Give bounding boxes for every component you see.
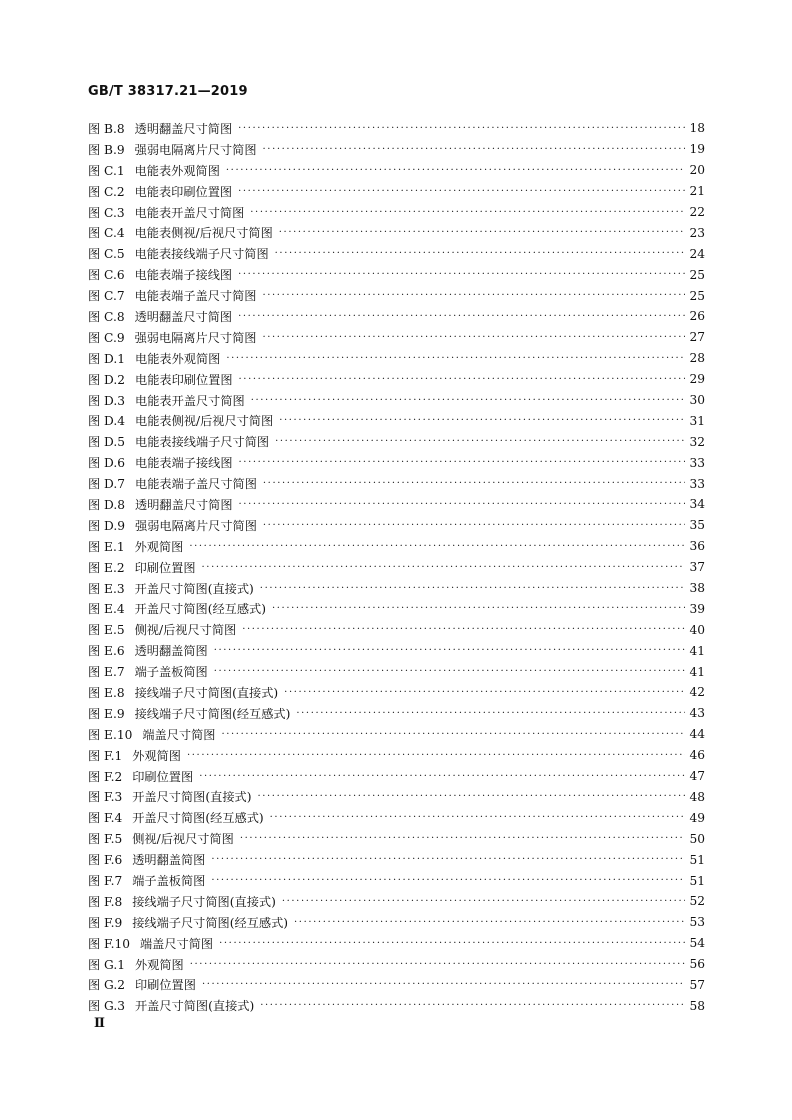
toc-entry[interactable] [88, 682, 705, 703]
figure-title: 接线端子尺寸简图(直接式) [134, 685, 279, 700]
figure-number: 图 D.5 [88, 435, 126, 450]
toc-entry[interactable] [88, 494, 705, 515]
figure-title: 外观简图 [134, 539, 184, 554]
dot-leader [199, 771, 685, 782]
document-header: GB/T 38317.21—2019 [88, 84, 248, 99]
figure-title: 开盖尺寸简图(直接式) [132, 790, 252, 805]
figure-title: 透明翻盖简图 [132, 853, 206, 868]
page-number: 50 [689, 831, 705, 846]
figure-title: 端子盖板简图 [132, 874, 206, 888]
figure-number: 图 E.4 [88, 602, 125, 617]
figure-title: 强弱电隔离片尺寸简图 [134, 142, 257, 157]
page-number: 41 [689, 664, 705, 679]
figure-number: 图 E.7 [88, 665, 125, 680]
toc-entry[interactable] [88, 870, 705, 891]
toc-entry[interactable] [88, 891, 705, 912]
dot-leader [190, 959, 685, 970]
dot-leader [219, 938, 685, 949]
page-number: 47 [689, 769, 705, 784]
page-number: 18 [689, 121, 705, 136]
figure-title: 透明翻盖尺寸简图 [134, 121, 233, 136]
dot-leader [239, 374, 685, 385]
page-number: 44 [689, 727, 705, 742]
toc-entry[interactable] [88, 243, 705, 264]
figure-number: 图 D.7 [88, 477, 126, 492]
toc-entry[interactable] [88, 912, 705, 933]
page-number: 19 [689, 142, 705, 157]
figure-title: 侧视/后视尺寸简图 [134, 623, 237, 638]
dot-leader [202, 979, 685, 990]
figure-title: 电能表端子盖尺寸简图 [135, 477, 257, 492]
dot-leader [226, 353, 685, 364]
figure-title: 端子盖板简图 [134, 665, 208, 680]
figure-number: 图 F.5 [88, 832, 123, 847]
figure-number: 图 F.3 [88, 790, 123, 805]
page-number: 57 [689, 977, 705, 992]
toc-entry[interactable] [88, 181, 705, 202]
figure-title: 电能表侧视/后视尺寸简图 [135, 414, 274, 429]
page-number: 41 [689, 643, 705, 658]
dot-leader [221, 729, 685, 740]
figure-number: 图 D.4 [88, 414, 126, 429]
page-number: 23 [689, 225, 705, 240]
figure-title: 印刷位置图 [135, 978, 196, 993]
dot-leader [262, 332, 685, 343]
figure-title: 透明翻盖尺寸简图 [134, 309, 233, 324]
dot-leader [226, 165, 685, 176]
figure-title: 开盖尺寸简图(经互感式) [132, 811, 264, 826]
figure-title: 电能表端子接线图 [134, 268, 233, 283]
figure-title: 透明翻盖尺寸简图 [135, 497, 233, 512]
toc-entry[interactable] [88, 222, 705, 243]
figure-title: 接线端子尺寸简图(经互感式) [134, 706, 291, 721]
figure-number: 图 F.9 [88, 915, 123, 930]
toc-entry[interactable] [88, 807, 705, 828]
page-number: 33 [689, 476, 705, 491]
figure-number: 图 C.3 [88, 205, 125, 220]
figure-number: 图 F.4 [88, 811, 123, 826]
figure-number: 图 E.5 [88, 623, 125, 638]
toc-entry[interactable] [88, 724, 705, 745]
figure-title: 电能表外观简图 [134, 163, 220, 178]
page-number: 51 [689, 873, 705, 888]
dot-leader [211, 875, 685, 886]
toc-entry[interactable] [88, 954, 705, 975]
figure-title: 电能表端子盖尺寸简图 [134, 289, 257, 304]
figure-title: 电能表印刷位置图 [135, 372, 233, 387]
toc-entry[interactable] [88, 598, 705, 619]
toc-entry[interactable] [88, 202, 705, 223]
toc-entry[interactable] [88, 578, 705, 599]
dot-leader [282, 896, 685, 907]
page-number: 48 [689, 789, 705, 804]
figure-number: 图 D.3 [88, 393, 126, 408]
page-number: 52 [689, 894, 705, 909]
toc-entry[interactable] [88, 473, 705, 494]
dot-leader [272, 603, 685, 614]
dot-leader [211, 854, 685, 865]
figure-title: 外观简图 [135, 957, 184, 972]
figure-number: 图 F.8 [88, 894, 123, 909]
page-number: 25 [689, 288, 705, 303]
dot-leader [257, 791, 685, 802]
dot-leader [239, 499, 685, 510]
dot-leader [279, 227, 685, 238]
toc-entry[interactable] [88, 619, 705, 640]
figure-number: 图 D.1 [88, 351, 126, 366]
dot-leader [238, 311, 685, 322]
figure-number: 图 C.6 [88, 268, 125, 283]
page-number: 49 [689, 810, 705, 825]
toc-entry[interactable] [88, 703, 705, 724]
toc-entry[interactable] [88, 348, 705, 369]
toc-entry[interactable] [88, 849, 705, 870]
dot-leader [250, 207, 685, 218]
figure-title: 开盖尺寸简图(直接式) [135, 999, 255, 1014]
figure-number: 图 E.2 [88, 560, 125, 575]
dot-leader [239, 457, 685, 468]
figure-number: 图 F.2 [88, 769, 123, 784]
figure-number: 图 E.10 [88, 727, 133, 742]
figure-title: 开盖尺寸简图(直接式) [134, 581, 254, 596]
page-number: 43 [689, 706, 705, 721]
page-number: 46 [689, 748, 705, 763]
figure-title: 电能表接线端子尺寸简图 [135, 435, 270, 450]
toc-entry[interactable] [88, 995, 705, 1016]
dot-leader [260, 1000, 685, 1011]
figure-number: 图 B.8 [88, 121, 125, 136]
page-number: 22 [689, 205, 705, 219]
toc-entry[interactable] [88, 390, 705, 411]
figure-title: 接线端子尺寸简图(直接式) [132, 894, 276, 909]
figure-number: 图 F.10 [88, 936, 130, 951]
figure-title: 印刷位置图 [134, 560, 196, 575]
figure-number: 图 E.8 [88, 685, 125, 700]
page-number: 35 [689, 518, 705, 533]
page-number-footer: Ⅱ [94, 1016, 105, 1031]
dot-leader [263, 144, 685, 155]
dot-leader [279, 415, 685, 426]
page-number: 20 [689, 163, 705, 178]
toc-entry[interactable] [88, 975, 705, 996]
toc-entry[interactable] [88, 557, 705, 578]
figure-title: 强弱电隔离片尺寸简图 [135, 518, 257, 533]
toc-entry[interactable] [88, 285, 705, 306]
figure-title: 强弱电隔离片尺寸简图 [134, 330, 257, 345]
dot-leader [296, 708, 685, 719]
toc-entry[interactable] [88, 139, 705, 160]
dot-leader [240, 833, 685, 844]
page-number: 32 [689, 434, 705, 449]
page-number: 34 [689, 497, 705, 512]
figure-number: 图 D.6 [88, 456, 126, 471]
figure-title: 端盖尺寸简图 [140, 936, 214, 951]
figure-title: 电能表侧视/后视尺寸简图 [134, 226, 273, 241]
figure-number: 图 C.7 [88, 289, 125, 304]
figure-title: 电能表开盖尺寸简图 [134, 205, 245, 220]
toc-entry[interactable] [88, 306, 705, 327]
figure-number: 图 F.7 [88, 874, 123, 888]
toc-entry[interactable] [88, 745, 705, 766]
dot-leader [284, 687, 685, 698]
figure-title: 电能表印刷位置图 [134, 184, 233, 199]
toc-entry[interactable] [88, 160, 705, 181]
figure-number: 图 C.4 [88, 226, 125, 241]
toc-entry[interactable] [88, 327, 705, 348]
page-number: 42 [689, 685, 705, 700]
toc-entry[interactable] [88, 369, 705, 390]
page-number: 30 [689, 393, 705, 408]
figure-title: 电能表开盖尺寸简图 [135, 393, 245, 408]
dot-leader [214, 645, 685, 656]
page-number: 28 [689, 351, 705, 366]
toc-entry[interactable] [88, 828, 705, 849]
figure-number: 图 E.9 [88, 706, 125, 721]
figure-number: 图 C.9 [88, 330, 125, 345]
toc-entry[interactable] [88, 264, 705, 285]
dot-leader [238, 186, 685, 197]
figure-number: 图 D.8 [88, 497, 126, 512]
toc-entry[interactable] [88, 766, 705, 787]
page-number: 31 [689, 413, 705, 428]
toc-entry[interactable] [88, 515, 705, 536]
figure-title: 接线端子尺寸简图(经互感式) [132, 915, 289, 930]
page-number: 36 [689, 539, 705, 554]
page-number: 56 [689, 957, 705, 972]
dot-leader [262, 290, 685, 301]
page-number: 39 [689, 601, 705, 616]
figure-list [88, 118, 705, 1016]
figure-number: 图 E.3 [88, 581, 125, 596]
toc-entry[interactable] [88, 787, 705, 808]
dot-leader [275, 248, 685, 259]
page-number: 27 [689, 330, 705, 345]
dot-leader [202, 562, 685, 573]
figure-title: 侧视/后视尺寸简图 [132, 832, 234, 847]
figure-number: 图 F.6 [88, 853, 123, 868]
toc-entry[interactable] [88, 452, 705, 473]
figure-number: 图 F.1 [88, 748, 123, 763]
toc-entry[interactable] [88, 933, 705, 954]
figure-number: 图 D.9 [88, 518, 126, 533]
toc-entry[interactable] [88, 640, 705, 661]
toc-entry[interactable] [88, 536, 705, 557]
dot-leader [238, 123, 685, 134]
figure-number: 图 G.1 [88, 957, 125, 972]
figure-title: 电能表端子接线图 [135, 456, 233, 471]
figure-title: 印刷位置图 [132, 769, 194, 784]
figure-number: 图 C.8 [88, 309, 125, 324]
dot-leader [214, 666, 685, 677]
dot-leader [238, 269, 685, 280]
dot-leader [187, 750, 685, 761]
dot-leader [263, 520, 685, 531]
figure-number: 图 E.6 [88, 644, 125, 659]
figure-number: 图 C.5 [88, 247, 125, 262]
figure-title: 外观简图 [132, 748, 181, 763]
page-number: 29 [689, 372, 705, 387]
page-number: 51 [689, 852, 705, 867]
figure-title: 开盖尺寸简图(经互感式) [134, 602, 266, 617]
page-number: 54 [689, 936, 705, 951]
figure-number: 图 B.9 [88, 142, 125, 157]
figure-title: 电能表接线端子尺寸简图 [134, 247, 269, 262]
page-number: 38 [689, 581, 705, 596]
page-number: 33 [689, 455, 705, 470]
toc-entry[interactable] [88, 431, 705, 452]
dot-leader [242, 624, 685, 635]
dot-leader [275, 436, 685, 447]
dot-leader [260, 583, 685, 594]
page-number: 58 [689, 998, 705, 1013]
page-number: 37 [689, 560, 705, 575]
toc-entry[interactable] [88, 118, 705, 139]
page-number: 53 [689, 915, 705, 930]
dot-leader [189, 541, 685, 552]
figure-number: 图 D.2 [88, 372, 126, 387]
toc-entry[interactable] [88, 410, 705, 431]
page-number: 21 [689, 184, 705, 199]
page-number: 25 [689, 267, 705, 282]
figure-number: 图 E.1 [88, 539, 125, 554]
figure-number: 图 G.2 [88, 978, 125, 993]
toc-entry[interactable] [88, 661, 705, 682]
figure-number: 图 G.3 [88, 999, 125, 1014]
figure-number: 图 C.1 [88, 163, 125, 178]
dot-leader [270, 812, 685, 823]
figure-number: 图 C.2 [88, 184, 125, 199]
page-number: 24 [689, 246, 705, 261]
figure-title: 透明翻盖简图 [134, 644, 208, 659]
dot-leader [263, 478, 685, 489]
dot-leader [294, 917, 685, 928]
page-number: 40 [689, 622, 705, 637]
page-number: 26 [689, 309, 705, 324]
figure-title: 端盖尺寸简图 [142, 727, 216, 742]
dot-leader [251, 395, 685, 406]
figure-title: 电能表外观简图 [135, 351, 221, 366]
